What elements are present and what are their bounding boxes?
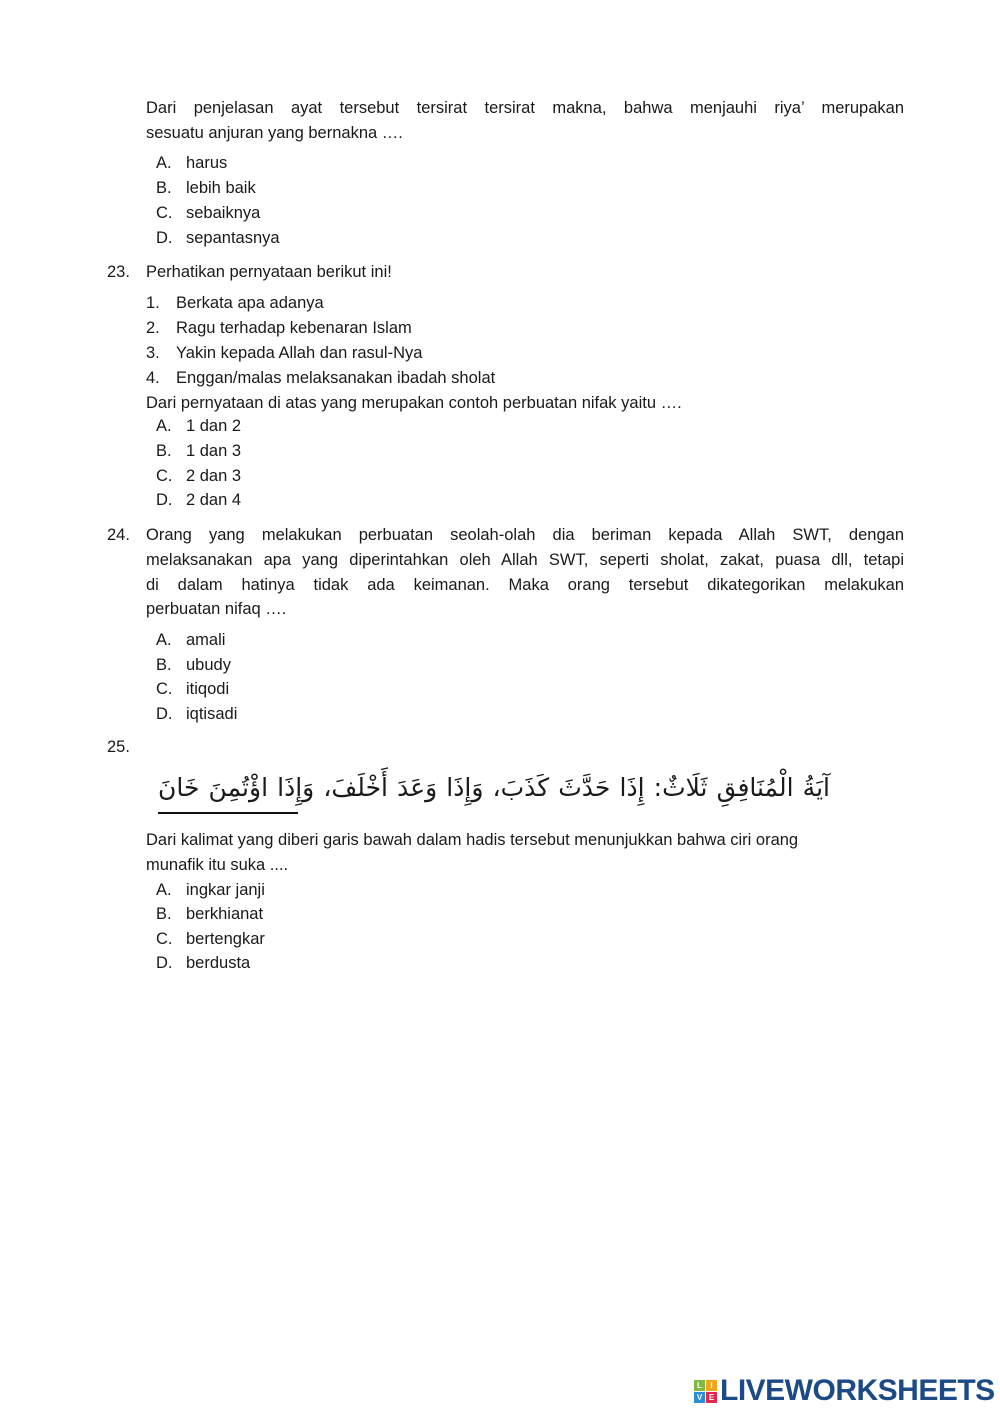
q25-option-b[interactable] (156, 904, 264, 924)
q23-option-b[interactable] (156, 441, 242, 461)
logo-block: V (694, 1392, 705, 1403)
q23-question: Dari pernyataan di atas yang merupakan contoh perbuatan nifak yaitu …. (146, 394, 682, 412)
option-letter: B. (156, 656, 172, 674)
q24-stem-line: Orang yang melakukan perbuatan seolah-olah dia beriman kepada Allah SWT, dengan (146, 526, 904, 544)
option-letter: C. (156, 680, 173, 698)
question-number: 24. (107, 526, 130, 544)
q23-option-a[interactable] (156, 416, 242, 436)
option-text: bertengkar (186, 930, 265, 948)
statement-item (146, 318, 412, 338)
statement-item (146, 343, 423, 363)
option-letter: B. (156, 442, 172, 460)
option-text: 2 dan 3 (186, 467, 242, 485)
q24-stem-line: melaksanakan apa yang diperintahkan oleh Allah SWT, seperti sholat, zakat, puasa dll, tetapi (146, 551, 904, 569)
option-letter: D. (156, 229, 173, 247)
option-letter: D. (156, 705, 173, 723)
option-letter: D. (156, 954, 173, 972)
q25-option-d[interactable] (156, 953, 251, 973)
q22-option-c[interactable] (156, 203, 261, 223)
logo-blocks-icon (694, 1380, 717, 1403)
option-letter: A. (156, 417, 172, 435)
q25-option-c[interactable] (156, 929, 265, 949)
option-text: lebih baik (186, 179, 256, 197)
item-number: 1. (146, 294, 160, 312)
logo-text: LIVEWORKSHEETS (720, 1374, 995, 1407)
option-letter: A. (156, 881, 172, 899)
item-text: Berkata apa adanya (176, 294, 324, 312)
option-letter: B. (156, 179, 172, 197)
q22-option-a[interactable] (156, 153, 228, 173)
option-text: 2 dan 4 (186, 491, 242, 509)
option-text: 1 dan 3 (186, 442, 242, 460)
q25-stem-line: munafik itu suka .... (146, 856, 289, 874)
option-letter: A. (156, 631, 172, 649)
option-text: ubudy (186, 656, 231, 674)
item-text: Yakin kepada Allah dan rasul-Nya (176, 344, 423, 362)
q22-stem-line: Dari penjelasan ayat tersebut tersirat tersirat makna, bahwa menjauhi riya’ merupakan (146, 99, 904, 117)
q25-stem-line: Dari kalimat yang diberi garis bawah dalam hadis tersebut menunjukkan bahwa ciri orang (146, 831, 799, 849)
q24-option-c[interactable] (156, 679, 230, 699)
liveworksheets-logo (694, 1376, 995, 1406)
option-text: amali (186, 631, 226, 649)
logo-block: L (694, 1380, 705, 1391)
statement-item (146, 293, 324, 313)
option-text: harus (186, 154, 228, 172)
q22-option-b[interactable] (156, 178, 256, 198)
q24-option-d[interactable] (156, 704, 238, 724)
hadith-arabic-text: آيَةُ الْمُنَافِقِ ثَلَاثٌ: إِذَا حَدَّثَ كَذَبَ، وَإِذَا وَعَدَ أَخْلَفَ، وَإِذَا اؤْتُمِنَ خَانَ (158, 773, 830, 802)
logo-block: I (706, 1380, 717, 1391)
option-letter: C. (156, 204, 173, 222)
item-text: Ragu terhadap kebenaran Islam (176, 319, 412, 337)
q24-option-b[interactable] (156, 655, 231, 675)
q23-option-c[interactable] (156, 466, 242, 486)
item-number: 4. (146, 369, 160, 387)
q22-option-d[interactable] (156, 228, 280, 248)
q24-stem-line: perbuatan nifaq …. (146, 600, 287, 618)
option-text: sebaiknya (186, 204, 261, 222)
q24-stem-line: di dalam hatinya tidak ada keimanan. Maka orang tersebut dikategorikan melakukan (146, 576, 904, 594)
option-text: iqtisadi (186, 705, 238, 723)
option-text: berdusta (186, 954, 251, 972)
option-text: itiqodi (186, 680, 230, 698)
option-letter: A. (156, 154, 172, 172)
option-letter: C. (156, 930, 173, 948)
logo-block: E (706, 1392, 717, 1403)
option-letter: B. (156, 905, 172, 923)
option-letter: D. (156, 491, 173, 509)
question-number: 25. (107, 738, 130, 756)
statement-item (146, 368, 496, 388)
q23-stem: Perhatikan pernyataan berikut ini! (146, 263, 392, 281)
hadith-underline (158, 812, 298, 814)
q23-option-d[interactable] (156, 490, 242, 510)
q24-option-a[interactable] (156, 630, 226, 650)
item-number: 2. (146, 319, 160, 337)
item-number: 3. (146, 344, 160, 362)
option-letter: C. (156, 467, 173, 485)
q25-option-a[interactable] (156, 880, 265, 900)
item-text: Enggan/malas melaksanakan ibadah sholat (176, 369, 496, 387)
option-text: 1 dan 2 (186, 417, 242, 435)
option-text: sepantasnya (186, 229, 280, 247)
option-text: ingkar janji (186, 881, 265, 899)
question-number: 23. (107, 263, 130, 281)
q22-stem-line: sesuatu anjuran yang bernakna …. (146, 124, 403, 142)
option-text: berkhianat (186, 905, 264, 923)
